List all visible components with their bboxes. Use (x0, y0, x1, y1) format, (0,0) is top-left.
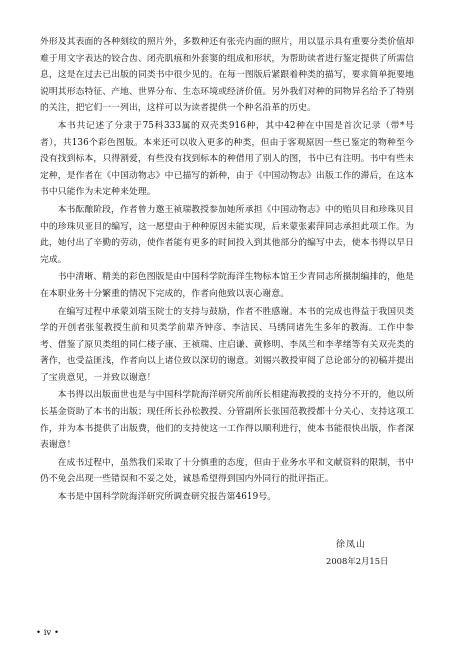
signature-date: 2008年2月15日 (326, 556, 389, 566)
page-number: • iv • (36, 628, 59, 638)
preface-body (40, 34, 414, 507)
paragraph: 在编写过程中承蒙刘瑞玉院士的支持与鼓励，作者不胜感谢。本书的完成也得益于我国贝类学的开创者张玺教授生前和贝类学前辈齐钟彦、李洁民、马绣同诸先生多年的教海。工作中参考、借鉴了原贝类组的同仁楼子康、王祯瑞、庄启谦、黄修明、李凤兰和李孝绪等有关双壳类的著作，也受益匪浅，作者向以上诸位致以深切的谢意。刘锡兴教授审阅了总论部分的初稿并提出了宝贵意见，一并致以谢意！ (40, 306, 414, 383)
author-signature: 徐凤山 (336, 540, 367, 550)
paragraph: 书中清晰、精美的彩色图版是由中国科学院海洋生物标本馆王少青同志所摄制编排的，他是在本职业务十分繁重的情况下完成的，作者向他致以衷心谢意。 (40, 272, 414, 299)
paragraph: 本书共记述了分隶于75科333属的双壳类916种，其中42种在中国是首次记录（带*号者），共136个彩色图版。本来还可以收入更多的种类，但由于客观原因一些已鉴定的物种至今没有找到标本，只得割爱，有些没有找到标本的种借用了别人的图，书中已有注明。书中有些未定种，是作者在《中国动物志》中已描写的新种，由于《中国动物志》出版工作的滞后，在这本书中只能作为未定种来处理。 (40, 120, 414, 198)
paragraph: 外形及其表面的各种刻纹的照片外，多数种还有张壳内面的照片，用以显示具有重要分类价值却难于用文字表达的铰合齿、闭壳肌痕和外套窦的组成和形状，为帮助读者进行鉴定提供了所需信息，这是在过去已出版的同类书中很少见的。在每一图版后紧跟着种类的描写，要求简单扼要地说明其形态特征、产地、世界分布、生态环境或经济价值。另外我们对种的同物异名给予了特别的关注，把它们一一列出，这样可以为读者提供一个种名沿革的历史。 (40, 37, 414, 114)
paragraph: 本书是中国科学院海洋研究所调查研究报告第4619号。 (57, 492, 277, 503)
paragraph: 在成书过程中，虽然我们采取了十分慎重的态度，但由于业务水平和文献资料的限制，书中仍不免会出现一些错误和不妥之处，诚恳希望得到国内外同行的批评指正。 (40, 457, 414, 485)
paragraph: 本书得以出版面世也是与中国科学院海洋研究所前所长相建海教授的支持分不开的，他以所长基金资助了本书的出版；现任所长孙松教授、分管副所长张国范教授都十分关心、支持这项工作，并为本书提供了出版费，他们的支持使这一工作得以顺利进行，使本书能很快出版，作者深表谢意！ (40, 390, 414, 451)
paragraph: 本书酝酿阶段，作者曾力邀王祯瑞教授参加她所承担《中国动物志》中的贻贝目和珍珠贝目中的珍珠贝亚目的编写，这一愿望由于种种原因未能实现，后来蒙张素萍同志承担此项工作。为此，她付出了辛勤的劳动，使作者能有更多的时间投入到其他部分的编写中去，使本书得以早日完成。 (40, 204, 414, 265)
